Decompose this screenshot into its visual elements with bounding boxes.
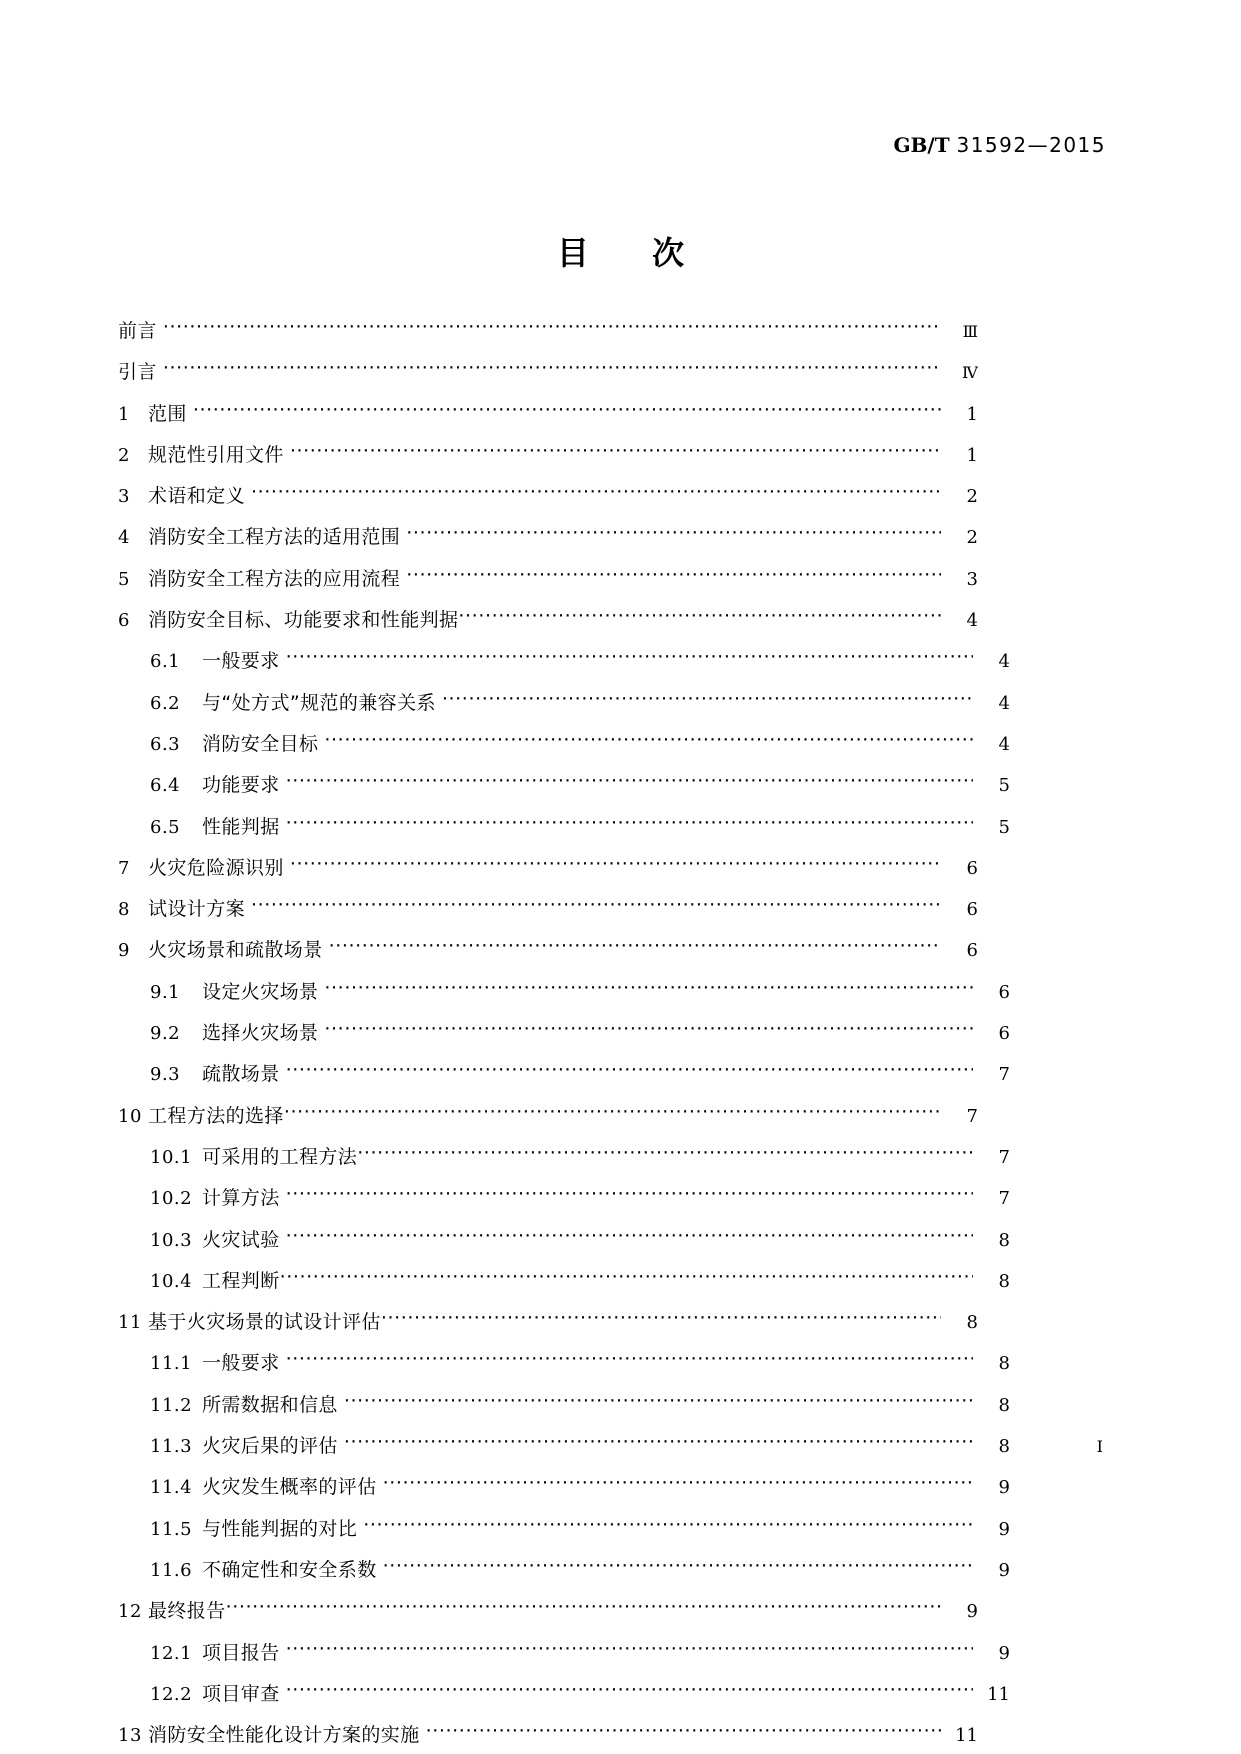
toc-leader-dots (357, 1144, 973, 1163)
toc-entry-page-number: 7 (998, 1146, 1010, 1168)
toc-leader-dots (286, 1185, 973, 1204)
toc-entry-page-number: 6 (966, 940, 978, 962)
toc-entry-number: 3 (118, 486, 130, 508)
toc-entry-page-number: 8 (998, 1270, 1010, 1292)
toc-entry[interactable] (118, 896, 978, 919)
toc-entry[interactable] (118, 566, 978, 589)
toc-entry-label: 所需数据和信息 (202, 1393, 338, 1416)
toc-entry[interactable] (118, 1020, 1010, 1043)
toc-entry-page-number: 4 (998, 651, 1010, 673)
toc-entry-page-number: 9 (998, 1477, 1010, 1499)
toc-entry-number: 10 (118, 1105, 142, 1127)
toc-entry-page-number: 7 (998, 1064, 1010, 1086)
toc-entry-number: 6.1 (150, 651, 181, 673)
toc-entry-label: 火灾后果的评估 (202, 1435, 338, 1458)
toc-entry-label: 一般要求 (202, 650, 280, 673)
toc-entry[interactable] (118, 1557, 1010, 1580)
toc-entry-number: 12 (118, 1601, 142, 1623)
toc-entry-page-number: 7 (966, 1105, 978, 1127)
toc-entry-number: 13 (118, 1725, 142, 1747)
toc-entry-label: 工程方法的选择 (148, 1104, 284, 1127)
toc-entry-number: 12.1 (150, 1642, 193, 1664)
toc-entry-label: 规范性引用文件 (148, 443, 284, 466)
toc-entry[interactable] (118, 1640, 1010, 1663)
toc-entry-page-number: 11 (955, 1725, 978, 1747)
toc-entry-label: 不确定性和安全系数 (202, 1558, 377, 1581)
toc-leader-dots (290, 442, 941, 461)
toc-leader-dots (286, 814, 973, 833)
toc-entry-label: 计算方法 (202, 1187, 280, 1210)
toc-leader-dots (324, 979, 973, 998)
toc-entry[interactable] (118, 483, 978, 506)
toc-entry-number: 10.4 (150, 1270, 193, 1292)
toc-entry[interactable] (118, 1392, 1010, 1415)
toc-entry-label: 选择火灾场景 (202, 1022, 319, 1045)
toc-leader-dots (383, 1474, 973, 1493)
toc-entry-number: 9.2 (150, 1023, 181, 1045)
toc-entry-page-number: 9 (966, 1601, 978, 1623)
toc-entry-page-number: 7 (998, 1188, 1010, 1210)
toc-entry[interactable] (118, 1350, 1010, 1373)
table-of-contents (118, 318, 1010, 1754)
toc-leader-dots (383, 1557, 973, 1576)
toc-entry-number: 9.1 (150, 981, 181, 1003)
toc-entry-number: 11 (118, 1312, 142, 1334)
toc-leader-dots (163, 359, 941, 378)
toc-entry-page-number: 8 (998, 1229, 1010, 1251)
toc-entry-label: 火灾场景和疏散场景 (148, 939, 323, 962)
toc-entry-page-number: 6 (966, 857, 978, 879)
toc-entry-number: 10.1 (150, 1146, 193, 1168)
toc-entry-label: 消防安全工程方法的适用范围 (148, 526, 401, 549)
toc-leader-dots (163, 318, 941, 337)
toc-entry[interactable] (118, 855, 978, 878)
toc-leader-dots (324, 731, 973, 750)
toc-entry-page-number: 1 (966, 403, 978, 425)
toc-entry[interactable] (118, 1103, 978, 1126)
toc-entry-label: 与“处方式”规范的兼容关系 (202, 691, 436, 714)
toc-entry-number: 1 (118, 403, 130, 425)
toc-entry-label: 前言 (118, 320, 157, 342)
toc-leader-dots (284, 1103, 941, 1122)
toc-entry-page-number: 1 (966, 444, 978, 466)
toc-leader-dots (344, 1392, 973, 1411)
toc-entry-label: 性能判据 (202, 815, 280, 838)
toc-entry[interactable] (118, 814, 1010, 837)
toc-entry-page-number: 8 (998, 1353, 1010, 1375)
toc-entry[interactable] (118, 318, 978, 341)
toc-entry-label: 消防安全工程方法的应用流程 (148, 567, 401, 590)
toc-leader-dots (406, 524, 941, 543)
toc-entry-page-number: 2 (966, 486, 978, 508)
toc-entry[interactable] (118, 442, 978, 465)
toc-leader-dots (363, 1516, 973, 1535)
toc-entry-label: 工程判断 (202, 1269, 280, 1292)
toc-leader-dots (280, 1268, 973, 1287)
toc-entry-page-number: Ⅲ (962, 322, 978, 341)
toc-entry-page-number: 9 (998, 1642, 1010, 1664)
toc-entry-page-number: 11 (987, 1683, 1010, 1705)
toc-entry-number: 6.3 (150, 733, 181, 755)
toc-entry-label: 消防安全目标 (202, 732, 319, 755)
toc-entry-page-number: 6 (998, 1023, 1010, 1045)
toc-entry-label: 火灾发生概率的评估 (202, 1476, 377, 1499)
toc-entry-label: 可采用的工程方法 (202, 1145, 358, 1168)
toc-entry-number: 10.3 (150, 1229, 193, 1251)
toc-entry-label: 消防安全性能化设计方案的实施 (148, 1724, 420, 1747)
toc-entry-label: 一般要求 (202, 1352, 280, 1375)
toc-leader-dots (329, 937, 941, 956)
standard-number-header (893, 133, 1106, 157)
toc-leader-dots (286, 1681, 973, 1700)
toc-entry-number: 11.4 (150, 1477, 193, 1499)
toc-leader-dots (286, 648, 973, 667)
toc-entry[interactable] (118, 772, 1010, 795)
standard-number: 31592—2015 (956, 133, 1106, 157)
toc-entry[interactable] (118, 937, 978, 960)
toc-entry-page-number: Ⅳ (962, 363, 978, 383)
page-title: 目 次 (556, 234, 711, 272)
toc-entry-number: 6 (118, 610, 130, 632)
toc-entry[interactable] (118, 979, 1010, 1002)
toc-entry[interactable] (118, 1681, 1010, 1704)
toc-leader-dots (286, 1227, 973, 1246)
toc-entry-page-number: 4 (998, 692, 1010, 714)
toc-entry-page-number: 4 (998, 733, 1010, 755)
toc-entry-label: 火灾试验 (202, 1228, 280, 1251)
standard-prefix: GB/T (893, 133, 950, 157)
toc-leader-dots (226, 1598, 941, 1617)
toc-entry-label: 与性能判据的对比 (202, 1517, 358, 1540)
toc-leader-dots (426, 1722, 941, 1741)
toc-leader-dots (251, 896, 941, 915)
toc-entry-number: 6.5 (150, 816, 181, 838)
toc-entry-number: 5 (118, 568, 130, 590)
toc-entry-page-number: 6 (966, 899, 978, 921)
toc-entry[interactable] (118, 1227, 1010, 1250)
toc-entry-number: 6.2 (150, 692, 181, 714)
toc-entry-page-number: 8 (998, 1436, 1010, 1458)
toc-entry-number: 2 (118, 444, 130, 466)
toc-leader-dots (251, 483, 941, 502)
toc-entry[interactable] (118, 1598, 978, 1621)
toc-entry-label: 设定火灾场景 (202, 980, 319, 1003)
toc-entry-label: 试设计方案 (148, 898, 246, 921)
toc-entry[interactable] (118, 1268, 1010, 1291)
toc-entry[interactable] (118, 731, 1010, 754)
toc-entry-page-number: 8 (998, 1394, 1010, 1416)
toc-entry[interactable] (118, 401, 978, 424)
toc-entry-page-number: 3 (966, 568, 978, 590)
toc-entry-label: 项目审查 (202, 1682, 280, 1705)
toc-entry[interactable] (118, 648, 1010, 671)
toc-entry[interactable] (118, 524, 978, 547)
toc-entry-page-number: 4 (966, 610, 978, 632)
toc-entry-label: 火灾危险源识别 (148, 856, 284, 879)
toc-leader-dots (442, 690, 973, 709)
page-folio: I (1096, 1437, 1103, 1456)
toc-entry-label: 疏散场景 (202, 1063, 280, 1086)
toc-leader-dots (286, 1640, 973, 1659)
toc-entry-page-number: 6 (998, 981, 1010, 1003)
toc-entry-number: 7 (118, 857, 130, 879)
toc-entry-label: 项目报告 (202, 1641, 280, 1664)
toc-entry[interactable] (118, 1516, 1010, 1539)
toc-entry-page-number: 5 (998, 775, 1010, 797)
toc-entry-number: 9 (118, 940, 130, 962)
toc-leader-dots (381, 1309, 941, 1328)
toc-entry-label: 基于火灾场景的试设计评估 (148, 1311, 381, 1334)
toc-entry[interactable] (118, 1309, 978, 1332)
toc-leader-dots (344, 1433, 973, 1452)
toc-leader-dots (290, 855, 941, 874)
toc-entry[interactable] (118, 1433, 1010, 1456)
toc-entry[interactable] (118, 690, 1010, 713)
toc-entry-label: 术语和定义 (148, 485, 246, 508)
toc-leader-dots (286, 772, 973, 791)
toc-entry-number: 12.2 (150, 1683, 193, 1705)
toc-entry-label: 引言 (118, 361, 157, 384)
toc-entry-number: 11.2 (150, 1394, 193, 1416)
toc-entry-page-number: 8 (966, 1312, 978, 1334)
toc-entry-page-number: 9 (998, 1518, 1010, 1540)
toc-leader-dots (324, 1020, 973, 1039)
toc-entry-page-number: 9 (998, 1559, 1010, 1581)
toc-leader-dots (286, 1061, 973, 1080)
toc-entry-number: 11.6 (150, 1559, 193, 1581)
toc-entry[interactable] (118, 1061, 1010, 1084)
toc-entry-number: 11.5 (150, 1518, 193, 1540)
toc-entry[interactable] (118, 359, 978, 382)
toc-entry[interactable] (118, 607, 978, 630)
toc-entry-number: 4 (118, 527, 130, 549)
toc-leader-dots (458, 607, 941, 626)
toc-entry-page-number: 5 (998, 816, 1010, 838)
toc-entry-label: 最终报告 (148, 1600, 226, 1623)
toc-entry-number: 11.3 (150, 1436, 193, 1458)
toc-entry[interactable] (118, 1722, 978, 1745)
toc-entry-label: 功能要求 (202, 774, 280, 797)
toc-leader-dots (406, 566, 941, 585)
toc-leader-dots (193, 401, 941, 420)
toc-entry-number: 10.2 (150, 1188, 193, 1210)
toc-entry-label: 范围 (148, 402, 187, 425)
toc-entry[interactable] (118, 1185, 1010, 1208)
toc-entry-page-number: 2 (966, 527, 978, 549)
toc-entry-number: 9.3 (150, 1064, 181, 1086)
toc-entry-number: 8 (118, 899, 130, 921)
toc-entry-label: 消防安全目标、功能要求和性能判据 (148, 609, 459, 632)
toc-entry-number: 11.1 (150, 1353, 193, 1375)
toc-leader-dots (286, 1350, 973, 1369)
toc-entry[interactable] (118, 1474, 1010, 1497)
toc-entry[interactable] (118, 1144, 1010, 1167)
toc-entry-number: 6.4 (150, 775, 181, 797)
